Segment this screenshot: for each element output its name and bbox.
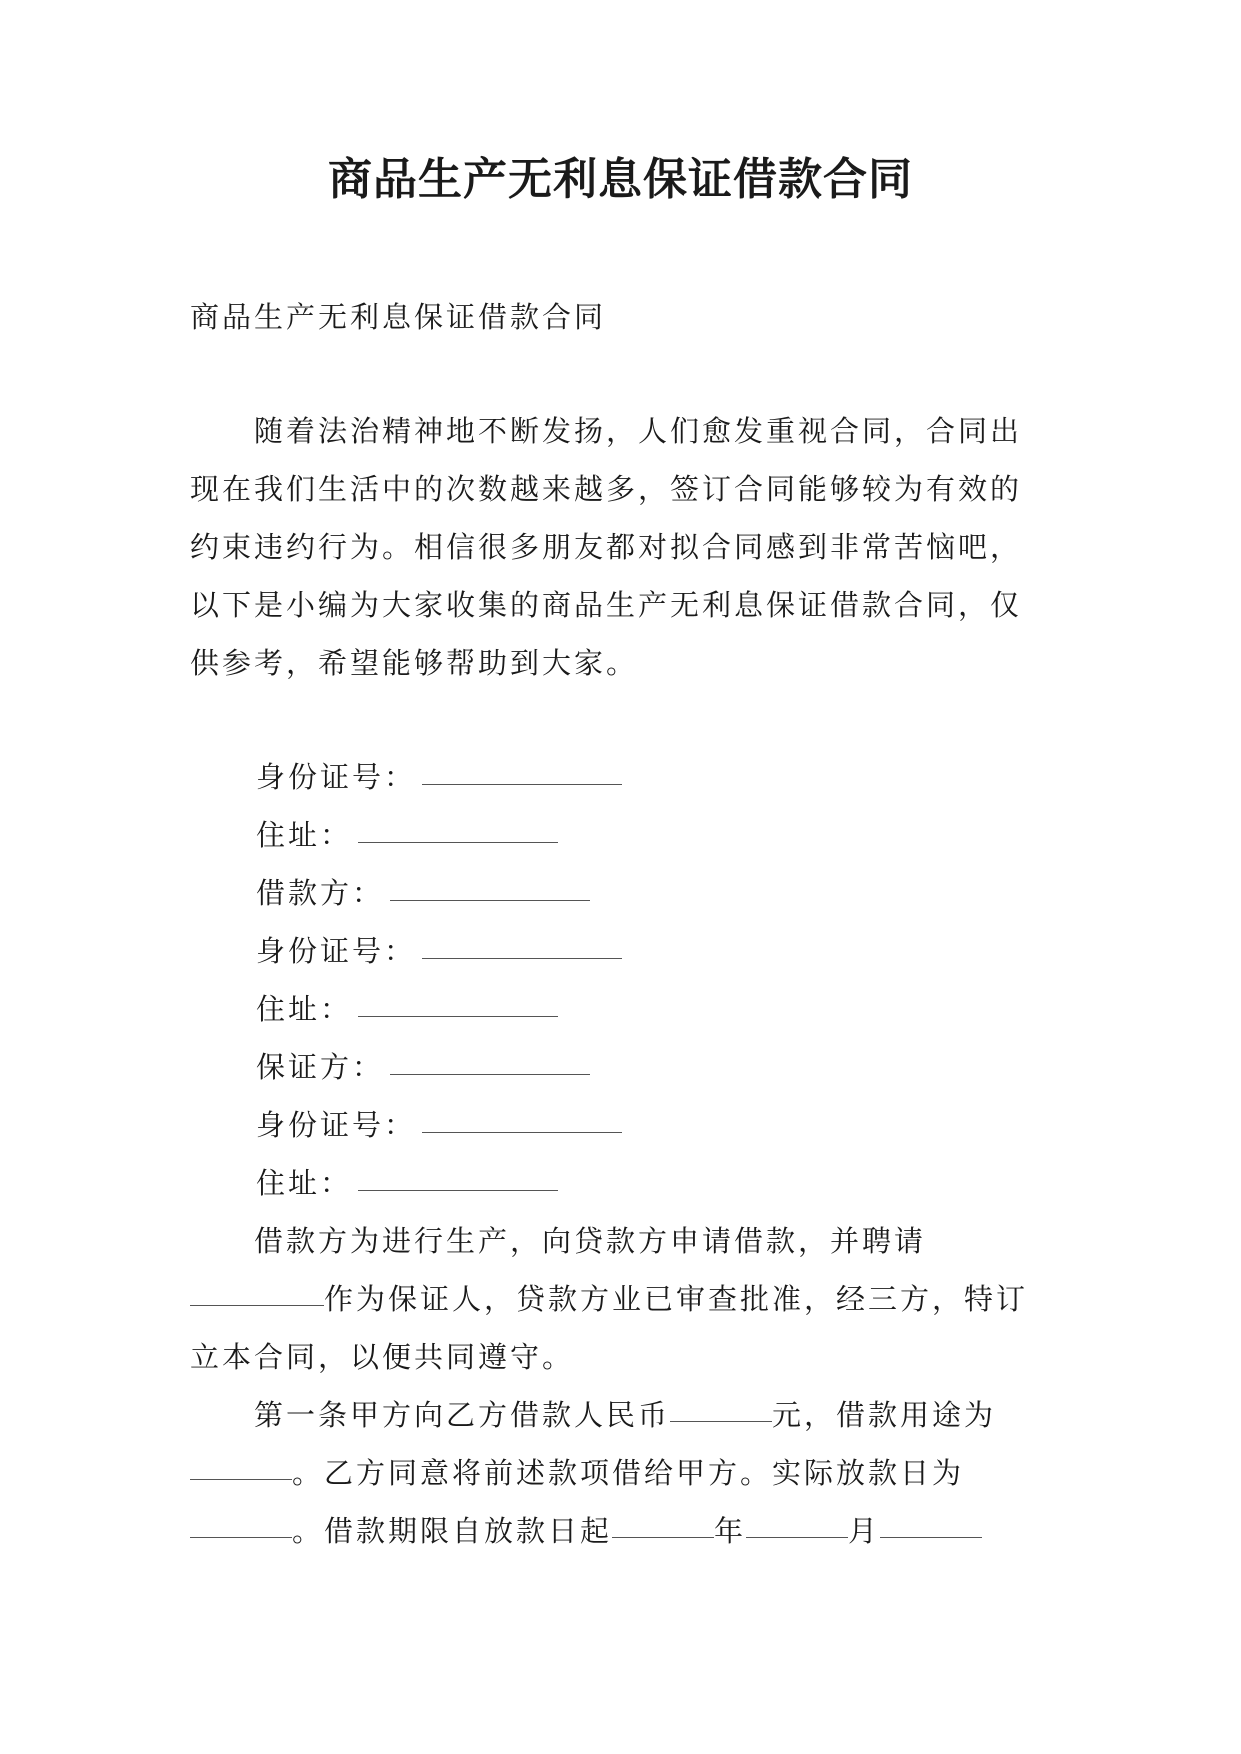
fill-blank[interactable]: [422, 1131, 622, 1133]
intro-paragraph: 随着法治精神地不断发扬，人们愈发重视合同，合同出现在我们生活中的次数越来越多，签订合同能够较为有效的约束违约行为。相信很多朋友都对拟合同感到非常苦恼吧，以下是小编为大家收集的商品生产无利息保证借款合同，仅供参考，希望能够帮助到大家。: [190, 414, 1023, 680]
field-label: 身份证号：: [256, 934, 417, 968]
article-one-text-3: 。乙方同意将前述款项借给甲方。实际放款日为: [292, 1456, 965, 1490]
field-address: [256, 806, 622, 864]
field-label: 住址：: [256, 992, 353, 1026]
preamble-paragraph: [190, 1212, 1050, 1386]
field-borrower: [256, 864, 622, 922]
article-one-paragraph: [190, 1386, 1050, 1560]
fill-blank[interactable]: [358, 1015, 558, 1017]
preamble-text-1: 借款方为进行生产，向贷款方申请借款，并聘请: [254, 1224, 927, 1258]
party-fields: [256, 748, 622, 1212]
fill-blank[interactable]: [358, 841, 558, 843]
amount-blank[interactable]: [670, 1420, 772, 1422]
fill-blank[interactable]: [422, 957, 622, 959]
document-title: 商品生产无利息保证借款合同: [328, 154, 913, 205]
article-one-text-1: 第一条甲方向乙方借款人民币: [254, 1398, 671, 1432]
field-label: 身份证号：: [256, 760, 417, 794]
term-days-blank[interactable]: [880, 1536, 982, 1538]
field-borrower-address: [256, 980, 622, 1038]
fill-blank[interactable]: [390, 899, 590, 901]
guarantor-blank[interactable]: [190, 1304, 324, 1306]
field-guarantor-id-number: [256, 1096, 622, 1154]
field-label: 住址：: [256, 1166, 353, 1200]
field-guarantor: [256, 1038, 622, 1096]
field-label: 身份证号：: [256, 1108, 417, 1142]
field-id-number: [256, 748, 622, 806]
article-one-text-4: 。借款期限自放款日起: [292, 1514, 613, 1548]
fill-blank[interactable]: [390, 1073, 590, 1075]
preamble-text-2: 作为保证人，贷款方业已审查批准，经三方，特订立本合同，以便共同遵守。: [190, 1282, 1029, 1374]
field-label: 住址：: [256, 818, 353, 852]
term-years-blank[interactable]: [612, 1536, 714, 1538]
term-months-blank[interactable]: [746, 1536, 848, 1538]
release-date-blank[interactable]: [190, 1536, 292, 1538]
document-subtitle: 商品生产无利息保证借款合同: [190, 300, 607, 334]
field-borrower-id-number: [256, 922, 622, 980]
article-one-text-2: 元，借款用途为: [772, 1398, 997, 1432]
article-one-text-5: 年: [714, 1514, 747, 1548]
field-label: 借款方：: [256, 876, 385, 910]
article-one-text-6: 月: [848, 1514, 881, 1548]
purpose-blank[interactable]: [190, 1478, 292, 1480]
field-label: 保证方：: [256, 1050, 385, 1084]
fill-blank[interactable]: [358, 1189, 558, 1191]
fill-blank[interactable]: [422, 783, 622, 785]
field-guarantor-address: [256, 1154, 622, 1212]
